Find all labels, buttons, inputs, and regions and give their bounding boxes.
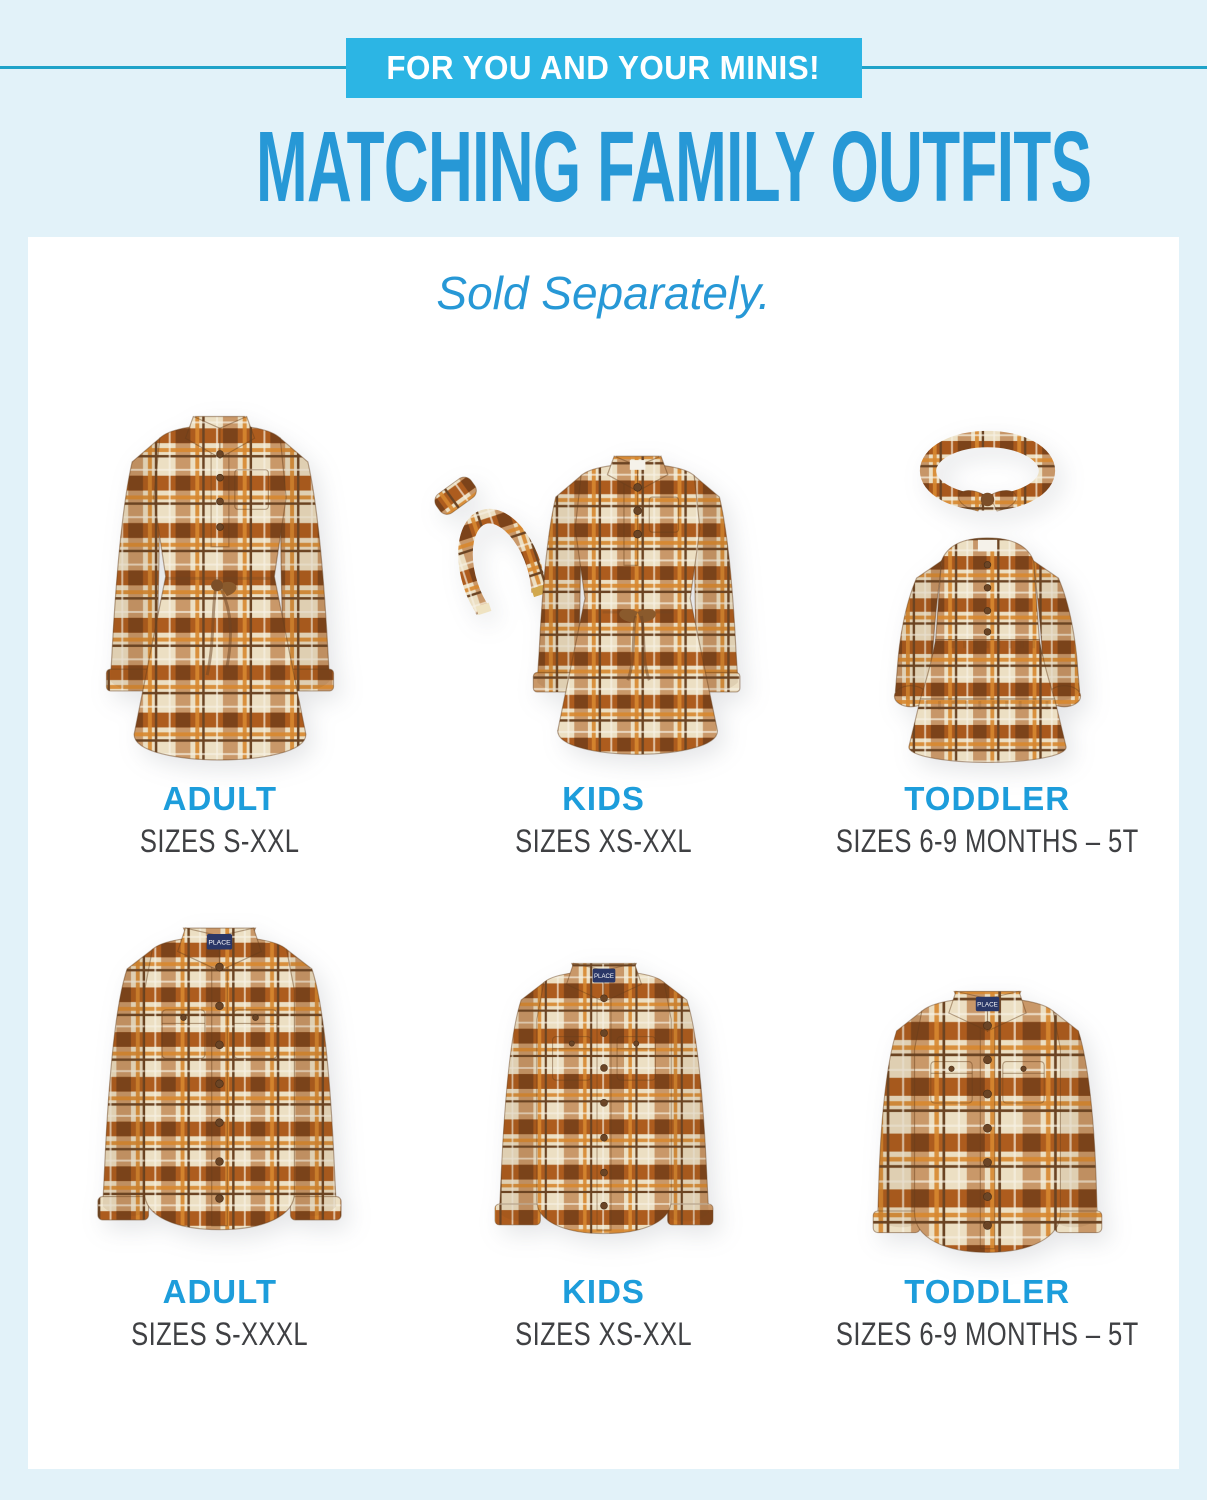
product-sizes: SIZES 6-9 MONTHS – 5T	[835, 1316, 1139, 1352]
product-cell-toddler-dress	[795, 352, 1179, 860]
knotted-headband	[433, 461, 547, 618]
product-row-dresses	[28, 352, 1179, 860]
product-name: TODDLER	[904, 780, 1071, 817]
bow-headwrap	[928, 439, 1047, 511]
product-cell-adult-shirt	[28, 880, 412, 1353]
product-sizes: SIZES 6-9 MONTHS – 5T	[835, 823, 1139, 859]
product-name: TODDLER	[904, 1273, 1071, 1310]
brand-tag: PLACE	[976, 1001, 998, 1009]
product-sizes: SIZES XS-XXL	[515, 1316, 692, 1352]
product-cell-adult-dress	[28, 352, 412, 860]
product-sizes: SIZES XS-XXL	[515, 823, 692, 859]
product-name: KIDS	[562, 1273, 645, 1310]
banner-label: FOR YOU AND YOUR MINIS!	[386, 49, 821, 86]
product-row-shirts	[28, 880, 1179, 1353]
product-cell-toddler-shirt	[795, 880, 1179, 1353]
product-cell-kids-dress	[412, 352, 796, 860]
product-cell-kids-shirt	[412, 880, 796, 1353]
kids-plaid-dress-headband-image	[433, 382, 774, 772]
subtitle: Sold Separately.	[436, 267, 771, 319]
product-name: ADULT	[162, 1273, 278, 1310]
adult-plaid-dress-image	[67, 367, 373, 772]
adult-plaid-button-down-shirt-image	[59, 885, 380, 1265]
product-sizes: SIZES S-XXXL	[131, 1316, 309, 1352]
product-name: KIDS	[562, 780, 645, 817]
brand-tag: PLACE	[593, 973, 614, 981]
page-title: MATCHING FAMILY OUTFITS	[256, 111, 1092, 223]
product-name: ADULT	[162, 780, 278, 817]
banner	[346, 38, 862, 98]
toddler-plaid-button-down-shirt-image	[839, 950, 1136, 1265]
brand-tag: PLACE	[208, 939, 231, 947]
toddler-plaid-dress-headwrap-image	[834, 417, 1141, 772]
product-sizes: SIZES S-XXL	[140, 823, 300, 859]
kids-plaid-button-down-shirt-image	[460, 925, 748, 1265]
